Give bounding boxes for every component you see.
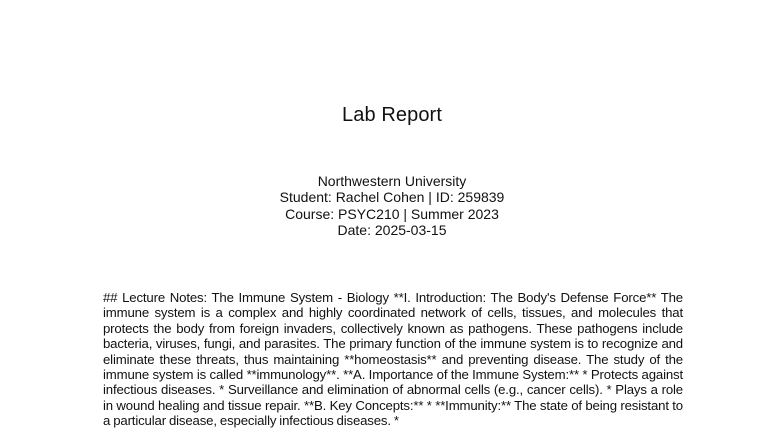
report-title: Lab Report <box>342 104 442 126</box>
university-name: Northwestern University <box>317 173 467 189</box>
report-info-block <box>0 173 784 238</box>
date-line: Date: 2025-03-15 <box>337 221 447 238</box>
lecture-notes-body: ## Lecture Notes: The Immune System - Biology **I. Introduction: The Body's Defense Force** The immune system is a complex and highly coordinated network of cells, tissues, and molecules that protects the body from foreign invaders, collectively known as pathogens. These pathogens include bacteria, viruses, fungi, and parasites. The primary function of the immune system is to recognize and eliminate these threats, thus maintaining **homeostasis** and preventing disease. The study of the immune system is called **immunology**. **A. Importance of the Immune System:** * Protects against infectious diseases. * Surveillance and elimination of abnormal cells (e.g., cancer cells). * Plays a role in wound healing and tissue repair. **B. Key Concepts:** * **Immunity:** The state of being resistant to a particular disease, especially infectious diseases. * <box>103 290 683 429</box>
course-line: Course: PSYC210 | Summer 2023 <box>285 205 499 222</box>
student-line: Student: Rachel Cohen | ID: 259839 <box>279 189 505 206</box>
